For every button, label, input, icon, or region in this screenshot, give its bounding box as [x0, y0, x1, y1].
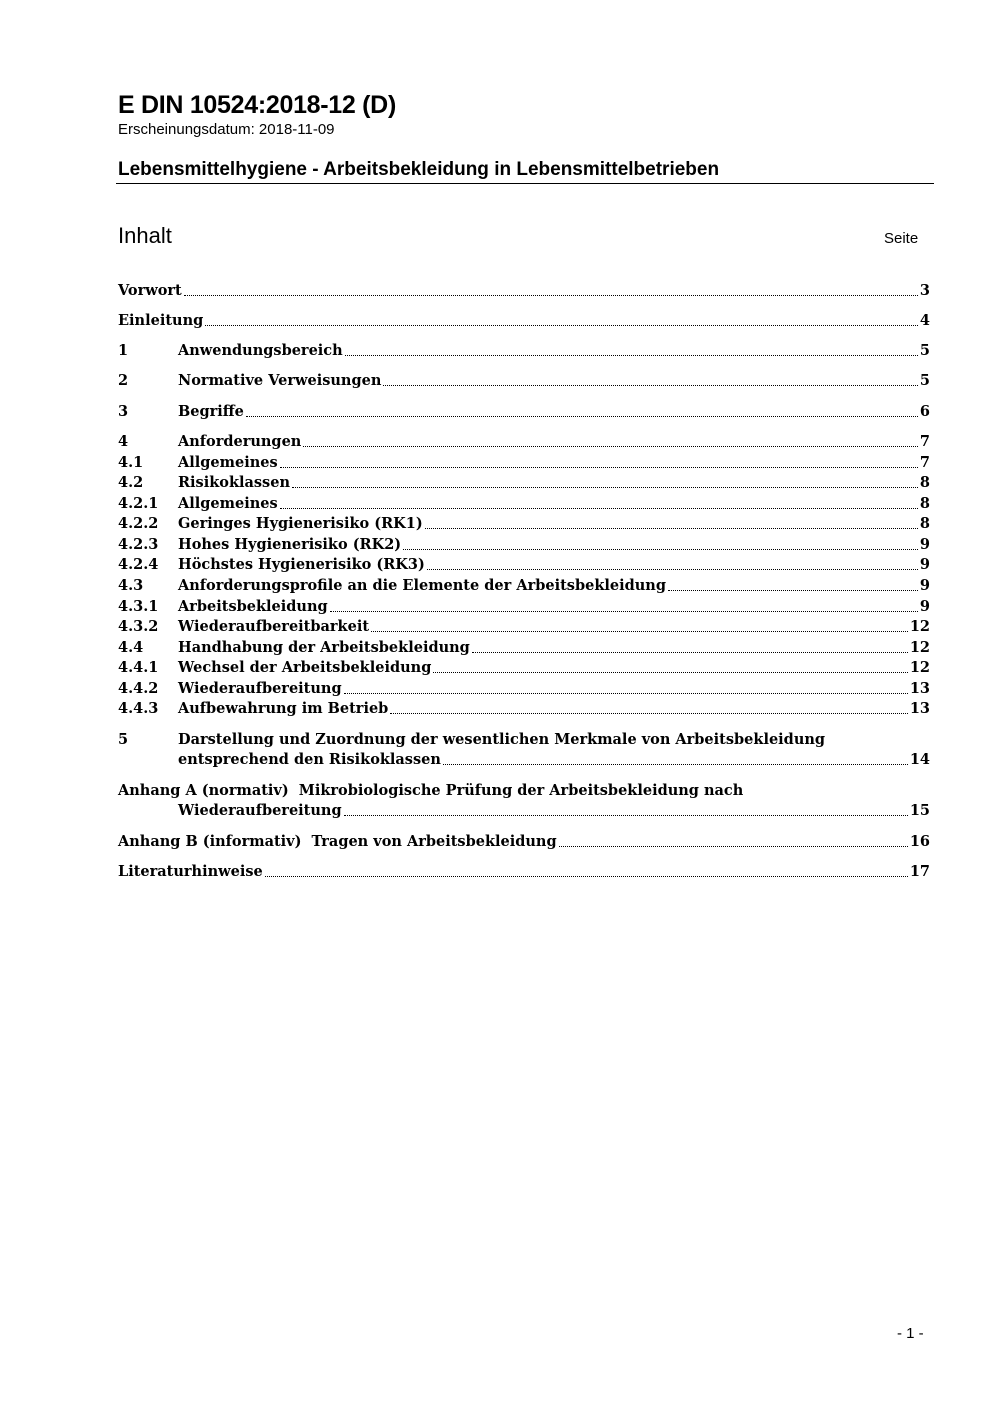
dot-leader: [433, 672, 907, 673]
toc-entry-annex-a-continuation[interactable]: [118, 800, 930, 820]
toc-entry-text: Arbeitsbekleidung: [178, 598, 328, 615]
dot-leader: [280, 508, 918, 509]
toc-entry-4-2-4[interactable]: [118, 554, 930, 574]
document-title: Lebensmittelhygiene - Arbeitsbekleidung in Lebensmittelbetrieben: [118, 159, 720, 180]
dot-leader: [403, 549, 918, 550]
dot-leader: [265, 876, 908, 877]
toc-entry-page: 4: [919, 312, 930, 329]
toc-entry-text: Anhang A (normativ) Mikrobiologische Prüfung der Arbeitsbekleidung nach: [118, 782, 744, 799]
toc-entry-page: 16: [909, 833, 930, 850]
toc-entry-number: 4.4.2: [118, 680, 159, 697]
toc-entry-text: Wechsel der Arbeitsbekleidung: [178, 659, 432, 676]
toc-entry-text: Geringes Hygienerisiko (RK1): [178, 515, 423, 532]
toc-entry-4-2-2[interactable]: [118, 513, 930, 533]
toc-entry-number: 4.1: [118, 454, 144, 471]
toc-entry-page: 9: [919, 598, 930, 615]
dot-leader: [559, 846, 908, 847]
toc-entry-number: 4.2.3: [118, 536, 159, 553]
toc-entry-number: 2: [118, 372, 129, 389]
toc-entry-page: 5: [919, 342, 930, 359]
toc-entry-number: 4.2: [118, 474, 144, 491]
toc-entry-number: 5: [118, 731, 129, 748]
dot-leader: [246, 416, 918, 417]
toc-entry-page: 13: [909, 680, 930, 697]
toc-entry-text-line2: entsprechend den Risikoklassen: [178, 751, 441, 768]
dot-leader: [383, 385, 918, 386]
dot-leader: [280, 467, 918, 468]
dot-leader: [292, 487, 918, 488]
dot-leader: [371, 631, 908, 632]
toc-heading: Inhalt: [118, 223, 172, 248]
toc-entry-4-3-1[interactable]: [118, 596, 930, 616]
toc-entry-number: 1: [118, 342, 129, 359]
toc-entry-4-4[interactable]: [118, 637, 930, 657]
toc-entry-number: 4: [118, 433, 129, 450]
toc-entry-1[interactable]: [118, 340, 930, 360]
toc-entry-text: Einleitung: [118, 312, 204, 329]
dot-leader: [668, 590, 918, 591]
toc-entry-number: 4.3.2: [118, 618, 159, 635]
toc-entry-page: 5: [919, 372, 930, 389]
toc-entry-4-2[interactable]: [118, 472, 930, 492]
toc-entry-text: Darstellung und Zuordnung der wesentlichen Merkmale von Arbeitsbekleidung: [178, 731, 826, 748]
toc-entry-5-continuation[interactable]: [118, 749, 930, 769]
toc-entry-number: 3: [118, 403, 129, 420]
dot-leader: [425, 528, 918, 529]
toc-entry-text: Hohes Hygienerisiko (RK2): [178, 536, 402, 553]
toc-entry-page: 9: [919, 536, 930, 553]
toc-entry-5[interactable]: [118, 729, 930, 749]
toc-entry-4[interactable]: [118, 431, 930, 451]
toc-entry-page: 8: [919, 495, 930, 512]
dot-leader: [184, 295, 918, 296]
toc-entry-page: 9: [919, 577, 930, 594]
toc-entry-4-1[interactable]: [118, 452, 930, 472]
toc-entry-text: Anhang B (informativ) Tragen von Arbeitsbekleidung: [118, 833, 557, 850]
toc-entry-page: 9: [919, 556, 930, 573]
toc-entry-page: 17: [909, 863, 930, 880]
toc-entry-text-line2: Wiederaufbereitung: [178, 802, 342, 819]
dot-leader: [472, 652, 908, 653]
toc-entry-text: Höchstes Hygienerisiko (RK3): [178, 556, 425, 573]
toc-entry-page: 6: [919, 403, 930, 420]
toc-entry-page: 7: [919, 433, 930, 450]
toc-entry-text: Normative Verweisungen: [178, 372, 382, 389]
toc-entry-page: 7: [919, 454, 930, 471]
toc-entry-page: 12: [909, 618, 930, 635]
footer-page-number: - 1 -: [897, 1325, 924, 1342]
dot-leader: [427, 569, 918, 570]
toc-entry-page: 8: [919, 515, 930, 532]
toc-entry-annex-b[interactable]: [118, 831, 930, 851]
toc-entry-4-4-1[interactable]: [118, 657, 930, 677]
toc-entry-4-3-2[interactable]: [118, 616, 930, 636]
dot-leader: [330, 611, 918, 612]
toc-entry-2[interactable]: [118, 370, 930, 390]
toc-entry-number: 4.3: [118, 577, 144, 594]
toc-entry-text: Literaturhinweise: [118, 863, 263, 880]
toc-entry-page: 12: [909, 659, 930, 676]
toc-entry-4-4-2[interactable]: [118, 678, 930, 698]
toc-entry-vorwort[interactable]: [118, 280, 930, 300]
dot-leader: [443, 764, 908, 765]
toc-entry-page: 14: [909, 751, 930, 768]
dot-leader: [344, 815, 908, 816]
toc-entry-4-3[interactable]: [118, 575, 930, 595]
title-rule: [116, 183, 934, 184]
toc-entry-text: Begriffe: [178, 403, 244, 420]
dot-leader: [303, 446, 918, 447]
page-column-label: Seite: [884, 230, 919, 247]
toc-entry-number: 4.4.3: [118, 700, 159, 717]
toc-entry-page: 12: [909, 639, 930, 656]
toc-entry-text: Risikoklassen: [178, 474, 290, 491]
toc-entry-page: 13: [909, 700, 930, 717]
toc-entry-number: 4.3.1: [118, 598, 159, 615]
toc-entry-number: 4.2.2: [118, 515, 159, 532]
toc-entry-text: Vorwort: [118, 282, 182, 299]
toc-entry-text: Anwendungsbereich: [178, 342, 343, 359]
publication-date: Erscheinungsdatum: 2018-11-09: [118, 121, 335, 138]
toc-entry-text: Anforderungsprofile an die Elemente der Arbeitsbekleidung: [178, 577, 666, 594]
toc-entry-text: Allgemeines: [178, 495, 278, 512]
toc-entry-einleitung[interactable]: [118, 310, 930, 330]
toc-entry-number: 4.2.4: [118, 556, 159, 573]
toc-entry-bibliography[interactable]: [118, 861, 930, 881]
toc-entry-text: Allgemeines: [178, 454, 278, 471]
doc-id: E DIN 10524:2018-12 (D): [118, 91, 396, 119]
toc-entry-text: Aufbewahrung im Betrieb: [178, 700, 389, 717]
toc-entry-text: Wiederaufbereitbarkeit: [178, 618, 370, 635]
dot-leader: [344, 693, 908, 694]
dot-leader: [390, 713, 907, 714]
toc-entry-4-2-1[interactable]: [118, 493, 930, 513]
toc-entry-number: 4.4.1: [118, 659, 159, 676]
toc-entry-number: 4.4: [118, 639, 144, 656]
toc-entry-text: Anforderungen: [178, 433, 302, 450]
toc-entry-text: Wiederaufbereitung: [178, 680, 342, 697]
toc-entry-4-2-3[interactable]: [118, 534, 930, 554]
toc-entry-annex-a[interactable]: [118, 780, 930, 800]
dot-leader: [205, 325, 918, 326]
toc-entry-3[interactable]: [118, 401, 930, 421]
toc-entry-number: 4.2.1: [118, 495, 159, 512]
toc-entry-4-4-3[interactable]: [118, 698, 930, 718]
toc-entry-page: 8: [919, 474, 930, 491]
toc-entry-page: 3: [919, 282, 930, 299]
toc-entry-text: Handhabung der Arbeitsbekleidung: [178, 639, 470, 656]
dot-leader: [345, 355, 918, 356]
toc-entry-page: 15: [909, 802, 930, 819]
